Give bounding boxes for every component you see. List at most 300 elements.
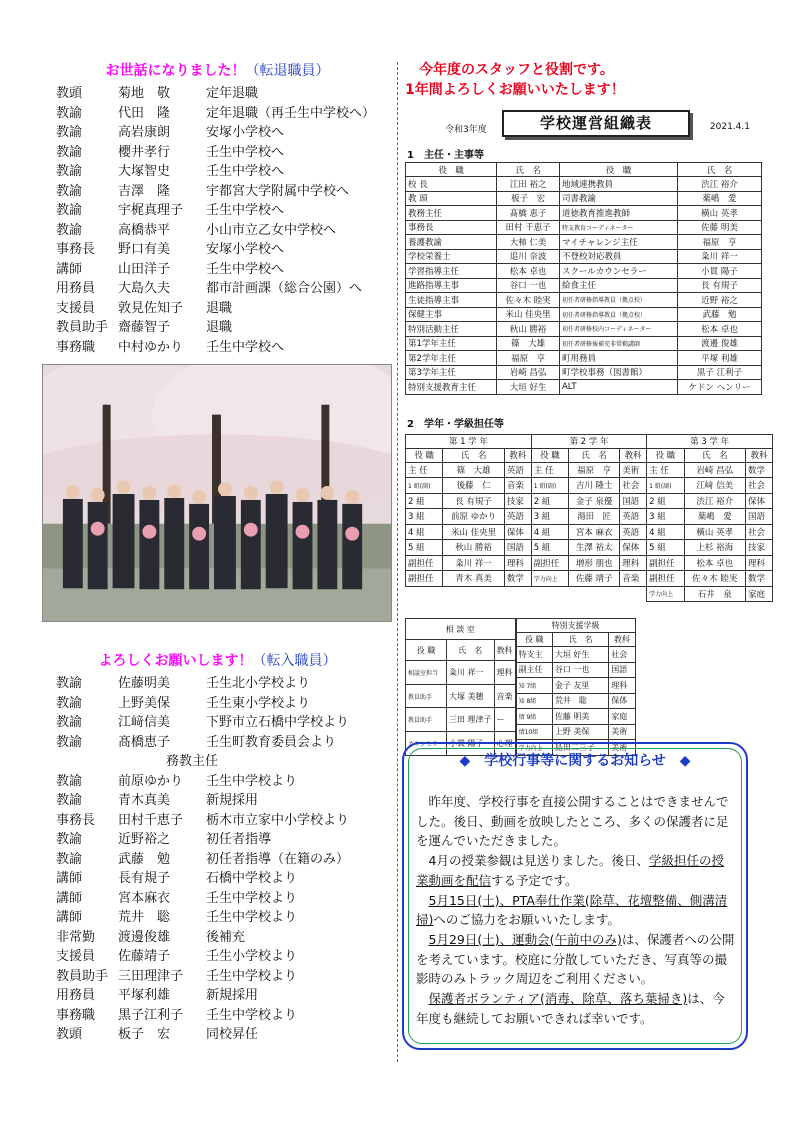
notice-p3: 5月15日(土)、PTA奉仕作業(除草、花壇整備、側溝清掃)へのご協力をお願いいたします。 [416,892,728,928]
notice-box [402,742,748,1050]
staff-destination: 壬生中学校へ [206,164,285,179]
table-cell: 音楽 [494,684,515,708]
table-cell: 主 任 [406,462,443,478]
staff-row [56,713,395,733]
staff-role: 教諭 [56,734,83,750]
table-row [406,540,773,556]
table-cell: 特支教育コーディネーター [559,220,677,235]
staff-role: 教員助手 [56,968,109,984]
staff-row [56,1025,395,1045]
staff-row [56,299,395,319]
staff-row [56,772,395,792]
staff-row-continued: 務教主任 [166,754,219,769]
notice-body [416,792,736,1028]
table-row [406,206,762,221]
staff-destination: 壬生中学校へ [206,339,285,355]
table-cell: 江田 裕之 [497,177,560,192]
table-cell: 初任者研修指導教員（拠点校） [559,307,677,322]
table-cell: 国語 [745,509,772,525]
table-cell: 町用務員 [559,351,677,366]
org-era: 令和3年度 [445,125,487,135]
table-cell: 上杉 裕海 [684,540,745,556]
staff-row [56,850,395,870]
table-cell: 近野 裕之 [678,293,762,308]
staff-row [56,947,395,967]
org-header [405,110,760,144]
table-cell: 理科 [609,678,635,694]
staff-row [56,811,395,831]
table-cell: 黒子 江利子 [678,365,762,380]
table-row [406,220,762,235]
table-header: 氏 名 [569,448,620,462]
table-header: 氏 名 [447,640,495,661]
table-header: 氏 名 [678,163,762,177]
staff-destination: 壬生北小学校より [206,676,311,691]
staff-name: 吉澤 隆 [118,183,171,199]
table-cell: 福原 亨 [497,351,560,366]
staff-name: 櫻井孝行 [118,144,171,160]
table-cell: 進路指導主事 [406,278,497,293]
staff-row [56,162,395,182]
staff-destination: 後補充 [206,929,246,945]
staff-destination: 下野市立石橋中学校より [206,715,350,730]
staff-name: 前原ゆかり [118,773,184,789]
table-cell: 英語 [504,462,531,478]
table-cell: 佐藤 明美 [552,709,608,725]
staff-name: 武藤 勉 [118,851,171,867]
empty-cell [504,586,531,602]
table-header: 教科 [745,448,772,462]
table-cell: 情 9組 [516,709,552,725]
table-cell: 粂川 祥一 [447,661,495,685]
staff-role: 非常勤 [56,929,96,945]
staff-row [56,967,395,987]
staff-destination: 壬生中学校より [206,890,298,906]
table-cell: 不登校対応教員 [559,249,677,264]
table-cell: 家庭 [609,709,635,725]
table-row [516,693,635,709]
staff-role: 教諭 [56,203,83,218]
table-row [406,235,762,250]
table-cell: 教 頭 [406,191,497,206]
table-cell: 英語 [504,509,531,525]
empty-cell [569,586,620,602]
table-header: 氏 名 [443,448,504,462]
org-title: 学校運営組織表 [502,110,690,137]
table-cell: 小貫 陽子 [678,264,762,279]
table-cell: 大塚 美穂 [447,684,495,708]
table-cell: 島田二三子 [552,740,608,756]
table-cell: 国語 [609,662,635,678]
table-cell: 大柿 仁美 [497,235,560,250]
table-cell: 初任者研修後補充非常勤講師 [559,336,677,351]
table-cell: 地域連携教員 [559,177,677,192]
staff-destination: 新規採用 [206,793,259,808]
sub-table-title: 相 談 室 [406,619,516,640]
table-cell: 主 任 [647,462,684,478]
notice-p2: 4月の授業参観は見送りました。後日、学級担任の授業動画を配信する予定です。 [416,853,724,888]
staff-row [56,1006,395,1026]
table-cell: 武藤 勉 [678,307,762,322]
staff-name: 佐藤靖子 [118,949,171,964]
staff-name: 三田理津子 [118,968,184,984]
table-row [516,678,635,694]
table-cell: 2 組 [531,493,568,509]
staff-name: 江﨑信美 [118,715,171,730]
table-cell: 岩崎 昌弘 [684,462,745,478]
section1-heading: 1 主任・主事等 [407,150,484,161]
staff-destination: 定年退職 [206,86,259,101]
table-cell: 4 組 [406,524,443,540]
table-cell: 町学校事務（図書館） [559,365,677,380]
table-cell: 社会 [609,647,635,663]
staff-name: 大島久夫 [118,281,171,296]
staff-destination: 同校昇任 [206,1027,259,1042]
table-row [406,684,516,708]
table-header: 役 職 [531,448,568,462]
table-header: 役 職 [406,163,497,177]
table-row [406,571,773,587]
staff-role: 教諭 [56,183,83,199]
staff-row [56,123,395,143]
table-cell: 司書教諭 [559,191,677,206]
staff-destination: 壬生中学校より [206,968,298,984]
table-header: 教科 [504,448,531,462]
departing-list [56,84,395,357]
table-row [406,322,762,337]
table-cell: 美術 [609,724,635,740]
staff-role: 講師 [56,261,83,277]
staff-destination: 宇都宮大学附属中学校へ [206,183,350,199]
table-cell: 学習指導主任 [406,264,497,279]
staff-role: 教諭 [56,125,83,140]
staff-name: 高岩康朗 [118,125,171,140]
table-cell: 音楽 [504,478,531,494]
table-cell: 美術 [620,462,647,478]
table-cell: 3 組 [531,509,568,525]
table-cell: 保健主事 [406,307,497,322]
table-cell: 4 組 [647,524,684,540]
staff-role: 教諭 [56,676,83,691]
table-cell: 5 組 [406,540,443,556]
table-cell: カウンセラー [406,731,447,755]
staff-destination: 栃木市立家中小学校より [206,812,350,828]
table-cell: 2 組 [647,493,684,509]
org-date: 2021.4.1 [709,122,750,132]
staff-destination: 石橋中学校より [206,871,298,886]
staff-name: 代田 隆 [118,105,171,121]
table-row [406,336,762,351]
staff-role: 教諭 [56,773,83,789]
table-cell: 保体 [745,493,772,509]
staff-row [56,791,395,811]
table-cell: 湯田 匠 [569,509,620,525]
staff-role: 事務職 [56,1007,96,1023]
table-cell: 薬嶋 愛 [678,191,762,206]
staff-destination: 壬生小学校より [206,949,298,964]
staff-role: 教諭 [56,222,83,238]
staff-role: 講師 [56,871,83,886]
staff-destination: 壬生中学校より [206,773,298,789]
consultation-table [405,618,516,756]
table-cell: スクールカウンセラー [559,264,677,279]
table-row [406,493,773,509]
staff-name: 荒井 聡 [118,910,171,925]
staff-destination: 退職 [206,320,233,335]
table-cell: 篠 大雄 [443,462,504,478]
table-cell: 上野 美保 [552,724,608,740]
table-cell: 英語 [620,509,647,525]
table-cell: 5 組 [531,540,568,556]
table-cell: 篠 大雄 [497,336,560,351]
staff-destination: 都市計画課（総合公園）へ [206,281,363,296]
table-cell: 数学 [504,571,531,587]
arriving-title: よろしくお願いします！（転入職員） [98,653,337,669]
staff-name: 敦見佐知子 [118,300,184,316]
table-cell: ALT [559,380,677,395]
notice-p4: 5月29日(土)、運動会(午前中のみ)は、保護者への公開を考えています。校庭に分散していただき、写真等の撮影時のみトラック周辺をご利用ください。 [416,931,735,987]
table-row [406,586,773,602]
table-cell: 英語 [620,524,647,540]
table-cell: 国語 [504,540,531,556]
staff-role: 教諭 [56,793,83,808]
table-row [406,307,762,322]
table-cell: 江﨑 信美 [684,478,745,494]
empty-cell [406,586,443,602]
table-row [516,647,635,663]
table-cell: 教務主任 [406,206,497,221]
staff-role: 教諭 [56,164,83,179]
staff-destination: 壬生中学校へ [206,144,285,160]
staff-name: 大塚智史 [118,164,171,179]
table-cell: 横山 英孝 [678,206,762,221]
staff-name: 髙橋恵子 [118,734,171,750]
staff-row [56,201,395,221]
staff-row [56,928,395,948]
table-cell: 相談室担当 [406,661,447,685]
table-row [406,365,762,380]
table-row [406,661,516,685]
table-cell: 宮本 麻衣 [569,524,620,540]
table-cell: 板子 宏 [497,191,560,206]
table-cell: 渋江 裕介 [684,493,745,509]
staff-role: 事務職 [56,339,96,355]
table-cell: 技家 [745,540,772,556]
table-cell: 1 組(副) [406,478,443,494]
table-cell: 1 組(副) [531,478,568,494]
table-cell: 国語 [620,493,647,509]
staff-row [56,338,395,358]
staff-role: 教諭 [56,695,83,711]
staff-destination: 壬生中学校より [206,1007,298,1023]
table-cell: 教員助手 [406,708,447,732]
table-row [406,524,773,540]
table-cell: 髙橋 恵子 [497,206,560,221]
table-row [406,191,762,206]
staff-name: 高橋恭平 [118,222,171,238]
table-row [406,278,762,293]
table-cell: 学力向上 [516,740,552,756]
table-cell: 初任者研修校内コーディネーター [559,322,677,337]
notice-p1: 昨年度、学校行事を直接公開することはできませんでした。後日、動画を放映したところ、多くの保護者に足を運んでいただきました。 [416,794,729,849]
table-cell: 岩崎 昌弘 [497,365,560,380]
table-cell: 谷口 一也 [552,662,608,678]
staff-name: 板子 宏 [118,1027,171,1042]
staff-destination: 初任者指導 [206,832,272,847]
staff-role: 支援員 [56,300,96,316]
table-cell: 生澤 裕太 [569,540,620,556]
staff-name: 黒子江利子 [118,1007,184,1023]
staff-row [56,733,395,753]
table-cell: 後藤 仁 [443,478,504,494]
staff-row [56,182,395,202]
table-cell: 横山 英孝 [684,524,745,540]
table-cell: 佐藤 靖子 [569,571,620,587]
staff-destination: 小山市立乙女中学校へ [206,222,337,238]
table-header: 氏 名 [497,163,560,177]
staff-row [56,318,395,338]
table-cell: 追川 奈波 [497,249,560,264]
table-cell: 家庭 [745,586,772,602]
table-cell: 吉川 隆士 [569,478,620,494]
table-cell: 前原 ゆかり [443,509,504,525]
table-cell: 保体 [609,693,635,709]
table-cell: 道徳教育推進教師 [559,206,677,221]
staff-role: 教頭 [56,1027,83,1042]
table-cell: 社会 [620,478,647,494]
table-cell: マイチャレンジ主任 [559,235,677,250]
staff-role: 教諭 [56,851,83,867]
staff-role: 教頭 [56,86,83,101]
table-cell: 特支主 [516,647,552,663]
table-cell: 4 組 [531,524,568,540]
headline-line1: 今年度のスタッフと役割です。 [419,62,614,78]
staff-role: 教員助手 [56,320,109,335]
staff-destination: 安塚小学校へ [206,242,285,257]
table-row [516,709,635,725]
staff-role: 支援員 [56,949,96,964]
table-cell: 米山 佳央里 [497,307,560,322]
table-row [516,724,635,740]
table-header: 教科 [620,448,647,462]
grade-header: 第 2 学 年 [531,434,646,448]
table-cell: 数学 [745,462,772,478]
staff-destination: 壬生中学校へ [206,203,285,218]
column-divider [397,62,398,1062]
staff-destination: 壬生中学校へ [206,261,285,277]
table-cell: 社会 [745,478,772,494]
table-cell: 保体 [620,540,647,556]
table-row [406,462,773,478]
staff-destination: 壬生東小学校より [206,695,311,711]
table-cell: 三田 理津子 [447,708,495,732]
staff-name: 長有規子 [118,871,171,886]
table-row [406,264,762,279]
table-header: 役 職 [406,640,447,661]
table-header: 役 職 [559,163,677,177]
table-cell: 小貫 陽子 [447,731,495,755]
staff-destination: 安塚小学校へ [206,125,285,140]
staff-row [56,279,395,299]
staff-row [56,221,395,241]
staff-role: 講師 [56,910,83,925]
left-column-lower [40,650,395,1045]
staff-role: 教諭 [56,832,83,847]
table-row [406,249,762,264]
staff-destination: 退職 [206,300,233,316]
table-cell: 数学 [745,571,772,587]
table-cell: 知 8組 [516,693,552,709]
table-row [406,380,762,395]
staff-role: 用務員 [56,988,96,1003]
table-row [516,662,635,678]
table-cell: 福原 亨 [678,235,762,250]
table-cell: 教員助手 [406,684,447,708]
staff-role: 事務長 [56,242,96,257]
staff-role: 用務員 [56,281,96,296]
right-column [405,60,768,756]
staff-row [56,908,395,928]
staff-name: 菊地 敬 [118,86,171,101]
table-cell: 平塚 利雄 [678,351,762,366]
table-cell: 秋山 勝裕 [443,540,504,556]
table-cell: 初任者研修指導教員（拠点校） [559,293,677,308]
table-cell: 青木 真美 [443,571,504,587]
staff-name: 宮本麻衣 [118,890,171,906]
table-cell: 佐々木 睦実 [684,571,745,587]
staff-destination: 壬生中学校より [206,910,298,925]
table-cell: 石井 泉 [684,586,745,602]
table-cell: 主 任 [531,462,568,478]
headline-line2: 1年間よろしくお願いいたします！ [405,82,625,98]
table-cell: 松本 卓也 [497,264,560,279]
staff-name: 上野美保 [118,695,171,711]
empty-cell [620,586,647,602]
table-cell: 3 組 [647,509,684,525]
notice-p5: 保護者ボランティア(消毒、除草、落ち葉掃き)は、今年度も継続してお願いできれば幸いです。 [416,991,725,1026]
table-header: 教科 [609,633,635,647]
table-cell: 荒井 聡 [552,693,608,709]
staff-row [56,986,395,1006]
table-cell: 音楽 [620,571,647,587]
table-cell: 金子 泉優 [569,493,620,509]
grade-header: 第 1 学 年 [406,434,532,448]
staff-role: 事務長 [56,812,96,828]
table-cell: 粂川 祥一 [443,555,504,571]
table-cell: 薬嶋 愛 [684,509,745,525]
table-cell: 副主任 [516,662,552,678]
table-cell: 田村 千恵子 [497,220,560,235]
staff-name: 山田洋子 [118,261,171,277]
staff-row [56,830,395,850]
table-row [406,351,762,366]
left-column [40,60,395,357]
table-cell: 事務長 [406,220,497,235]
special-support-table [516,618,636,756]
table-cell: 粂川 祥一 [678,249,762,264]
table-cell: 福原 亨 [569,462,620,478]
staff-row [56,104,395,124]
table-cell: 増形 朋也 [569,555,620,571]
table-cell: 金子 友里 [552,678,608,694]
staff-destination: 初任者指導（在籍のみ） [206,851,350,867]
table-cell: 特別活動主任 [406,322,497,337]
staff-destination: 定年退職（再壬生中学校へ） [206,105,376,121]
staff-name: 平塚利雄 [118,988,171,1003]
table-header: 役 職 [516,633,552,647]
table-cell: 理科 [494,661,515,685]
table-cell: 学力向上 [531,571,568,587]
